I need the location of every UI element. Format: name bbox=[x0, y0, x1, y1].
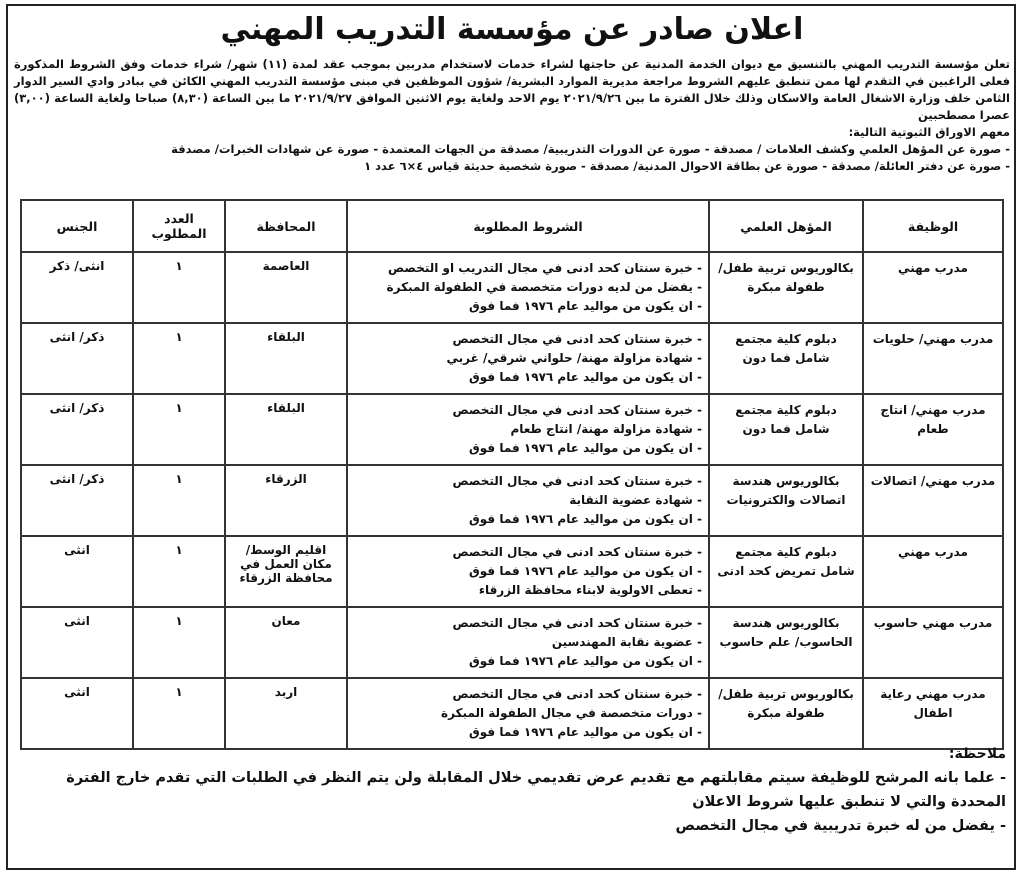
cell-requirements bbox=[347, 465, 709, 536]
cell-gender: ذكر/ انثى bbox=[21, 394, 133, 465]
requirement-line: - ان يكون من مواليد عام ١٩٧٦ فما فوق bbox=[469, 725, 702, 739]
notes-title: ملاحظة: bbox=[948, 746, 1006, 762]
cell-job: مدرب مهني/ اتصالات bbox=[863, 465, 1003, 536]
cell-gender: ذكر/ انثى bbox=[21, 465, 133, 536]
requirement-line: - ان يكون من مواليد عام ١٩٧٦ فما فوق bbox=[469, 299, 702, 313]
required-documents bbox=[14, 124, 1010, 175]
cell-count: ١ bbox=[133, 252, 225, 323]
header-qualification: المؤهل العلمي bbox=[709, 200, 863, 252]
requirement-line: - يفضل من لديه دورات متخصصة في الطفولة المبكرة bbox=[386, 280, 702, 294]
cell-requirements bbox=[347, 394, 709, 465]
requirement-line: - خبرة سنتان كحد ادنى في مجال التخصص bbox=[452, 545, 702, 559]
requirement-line: - ان يكون من مواليد عام ١٩٧٦ فما فوق bbox=[469, 441, 702, 455]
cell-governorate: اربد bbox=[225, 678, 347, 749]
cell-count: ١ bbox=[133, 678, 225, 749]
header-gender: الجنس bbox=[21, 200, 133, 252]
notes-section bbox=[18, 742, 1006, 838]
cell-job: مدرب مهني حاسوب bbox=[863, 607, 1003, 678]
cell-count: ١ bbox=[133, 323, 225, 394]
requirement-line: - خبرة سنتان كحد ادنى في مجال التخصص bbox=[452, 403, 702, 417]
cell-gender: انثى bbox=[21, 607, 133, 678]
cell-requirements bbox=[347, 607, 709, 678]
cell-qualification: دبلوم كلية مجتمع شامل تمريض كحد ادنى bbox=[709, 536, 863, 607]
requirement-line: - شهادة عضوية النقابة bbox=[569, 493, 702, 507]
header-count: العدد المطلوب bbox=[133, 200, 225, 252]
cell-qualification: دبلوم كلية مجتمع شامل فما دون bbox=[709, 394, 863, 465]
requirement-line: - شهادة مزاولة مهنة/ انتاج طعام bbox=[510, 422, 702, 436]
cell-gender: ذكر/ انثى bbox=[21, 323, 133, 394]
header-governorate: المحافظة bbox=[225, 200, 347, 252]
cell-governorate: اقليم الوسط/ مكان العمل في محافظة الزرقاء bbox=[225, 536, 347, 607]
documents-title: معهم الاوراق الثبوتية التالية: bbox=[848, 125, 1010, 139]
cell-requirements bbox=[347, 536, 709, 607]
intro-text: تعلن مؤسسة التدريب المهني بالتنسيق مع ديوان الخدمة المدنية عن حاجتها لشراء خدمات لاستخدام مدربين بموجب عقد لمدة (١١) شهر/ شراء خدمات وفق الشروط المذكورة فعلى الراغبين في التقدم لها ممن تنطبق عليهم الشروط مراجعة مديرية الموارد البشرية/ شؤون الموظفين في مبنى مؤسسة التدريب المهني الكائن في ببادر وادي السير الدوار الثامن خلف وزارة الاشغال العامة والاسكان وذلك خلال الفترة ما بين ٢٠٢١/٩/٢٦ يوم الاحد ولغاية يوم الاثنين الموافق ٢٠٢١/٩/٢٧ ما بين الساعة (٨,٣٠) صباحا ولغاية الساعة (٣,٠٠) عصرا مصطحبين bbox=[14, 57, 1010, 122]
cell-gender: انثى bbox=[21, 678, 133, 749]
requirement-line: - شهادة مزاولة مهنة/ حلواني شرقي/ غربي bbox=[446, 351, 702, 365]
table-row bbox=[21, 607, 1003, 678]
requirement-line: - ان يكون من مواليد عام ١٩٧٦ فما فوق bbox=[469, 370, 702, 384]
cell-count: ١ bbox=[133, 536, 225, 607]
cell-count: ١ bbox=[133, 465, 225, 536]
table-row bbox=[21, 465, 1003, 536]
cell-job: مدرب مهني bbox=[863, 252, 1003, 323]
cell-qualification: بكالوريوس تربية طفل/ طفولة مبكرة bbox=[709, 252, 863, 323]
cell-count: ١ bbox=[133, 394, 225, 465]
cell-qualification: بكالوريوس هندسة الحاسوب/ علم حاسوب bbox=[709, 607, 863, 678]
cell-requirements bbox=[347, 252, 709, 323]
header-requirements: الشروط المطلوبة bbox=[347, 200, 709, 252]
cell-qualification: بكالوريوس هندسة اتصالات والكترونيات bbox=[709, 465, 863, 536]
documents-line-2: - صورة عن دفتر العائلة/ مصدقة - صورة عن بطاقة الاحوال المدنية/ مصدقة - صورة شخصية حديثة قياس ٤×٦ عدد ١ bbox=[364, 159, 1010, 173]
table-row bbox=[21, 678, 1003, 749]
header-job: الوظيفة bbox=[863, 200, 1003, 252]
table-row bbox=[21, 394, 1003, 465]
cell-governorate: البلقاء bbox=[225, 323, 347, 394]
requirement-line: - دورات متخصصة في مجال الطفولة المبكرة bbox=[441, 706, 702, 720]
cell-requirements bbox=[347, 678, 709, 749]
requirement-line: - ان يكون من مواليد عام ١٩٧٦ فما فوق bbox=[469, 512, 702, 526]
cell-job: مدرب مهني/ انتاج طعام bbox=[863, 394, 1003, 465]
cell-job: مدرب مهني رعاية اطفال bbox=[863, 678, 1003, 749]
cell-qualification: دبلوم كلية مجتمع شامل فما دون bbox=[709, 323, 863, 394]
requirement-line: - خبرة سنتان كحد ادنى في مجال التخصص bbox=[452, 616, 702, 630]
cell-qualification: بكالوريوس تربية طفل/ طفولة مبكرة bbox=[709, 678, 863, 749]
intro-paragraph bbox=[14, 56, 1010, 124]
requirement-line: - تعطى الاولوية لابناء محافظة الزرقاء bbox=[478, 583, 702, 597]
table-row bbox=[21, 252, 1003, 323]
note-line-2: - يفضل من له خبرة تدريبية في مجال التخصص bbox=[675, 818, 1006, 834]
requirement-line: - خبرة سنتان كحد ادنى في مجال التخصص bbox=[452, 332, 702, 346]
requirement-line: - ان يكون من مواليد عام ١٩٧٦ فما فوق bbox=[469, 564, 702, 578]
cell-gender: انثى/ ذكر bbox=[21, 252, 133, 323]
cell-count: ١ bbox=[133, 607, 225, 678]
requirement-line: - خبرة سنتان كحد ادنى في مجال التخصص bbox=[452, 474, 702, 488]
table-row bbox=[21, 323, 1003, 394]
jobs-table bbox=[20, 199, 1004, 750]
requirement-line: - ان يكون من مواليد عام ١٩٧٦ فما فوق bbox=[469, 654, 702, 668]
requirement-line: - خبرة سنتان كحد ادنى في مجال التخصص bbox=[452, 687, 702, 701]
requirement-line: - خبرة سنتان كحد ادنى في مجال التدريب او التخصص bbox=[388, 261, 702, 275]
cell-gender: انثى bbox=[21, 536, 133, 607]
cell-governorate: الزرقاء bbox=[225, 465, 347, 536]
cell-governorate: معان bbox=[225, 607, 347, 678]
table-header-row bbox=[21, 200, 1003, 252]
requirement-line: - عضوية نقابة المهندسين bbox=[551, 635, 702, 649]
cell-job: مدرب مهني/ حلويات bbox=[863, 323, 1003, 394]
announcement-title: اعلان صادر عن مؤسسة التدريب المهني bbox=[220, 12, 804, 47]
table-row bbox=[21, 536, 1003, 607]
cell-governorate: البلقاء bbox=[225, 394, 347, 465]
documents-line-1: - صورة عن المؤهل العلمي وكشف العلامات / مصدقة - صورة عن الدورات التدريبية/ مصدقة من الجهات المعتمدة - صورة عن شهادات الخبرات/ مصدقة bbox=[171, 142, 1010, 156]
cell-governorate: العاصمة bbox=[225, 252, 347, 323]
note-line-1: - علما بانه المرشح للوظيفة سيتم مقابلتهم مع تقديم عرض تقديمي خلال المقابلة ولن يتم النظر في الطلبات التي تقدم خارج الفترة المحددة والتي لا تنطبق عليها شروط الاعلان bbox=[66, 770, 1006, 810]
cell-requirements bbox=[347, 323, 709, 394]
cell-job: مدرب مهني bbox=[863, 536, 1003, 607]
